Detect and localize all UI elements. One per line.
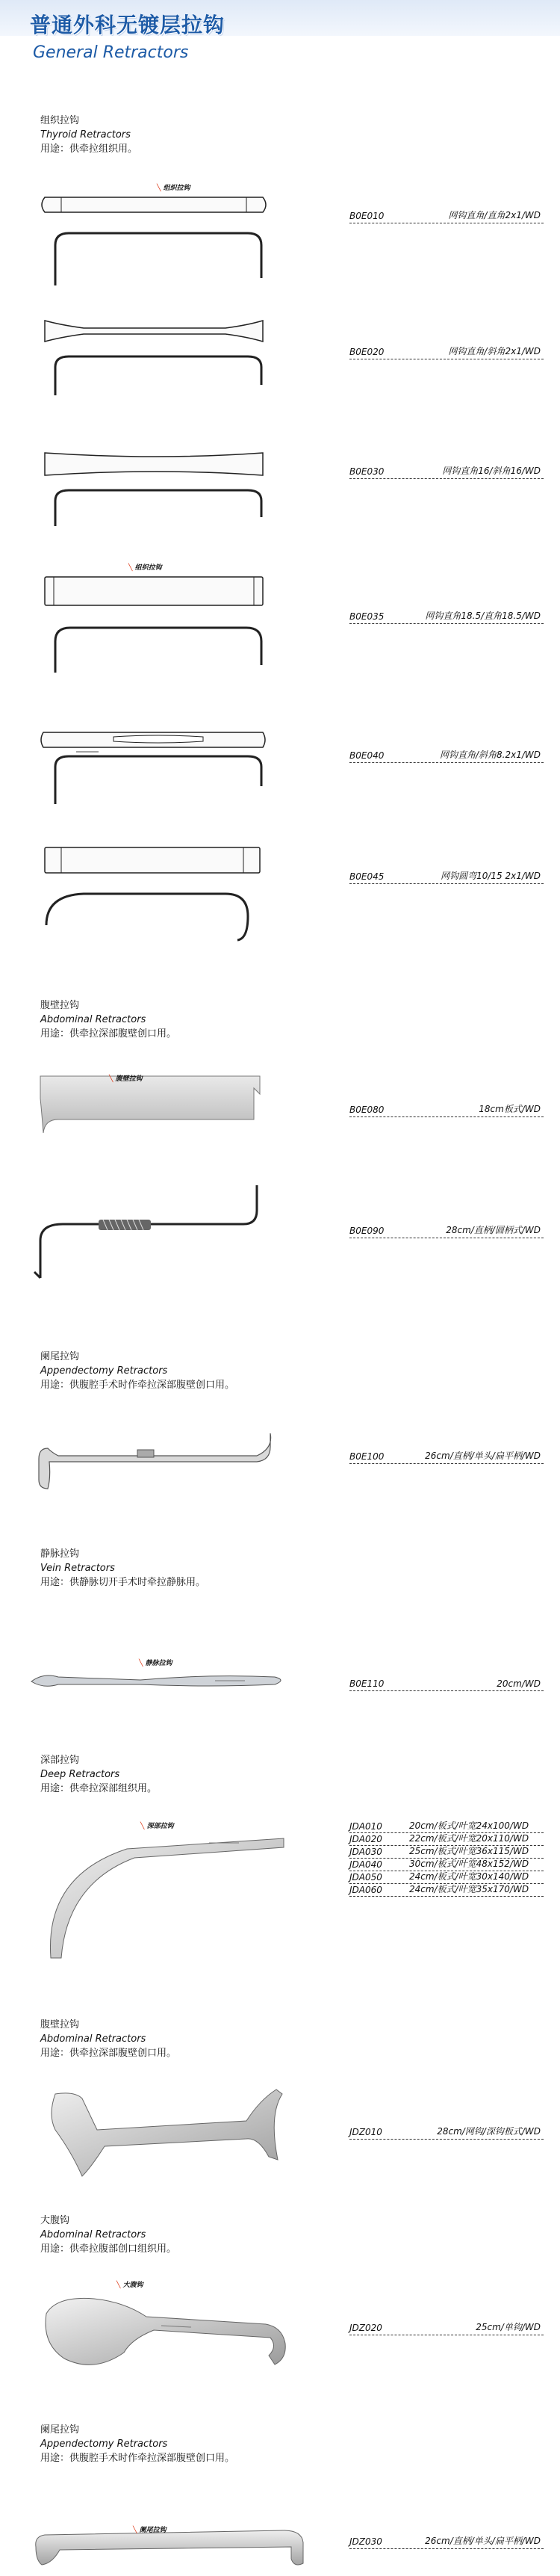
product-spec: 28cm/直柄/圆柄式/WD	[446, 1225, 541, 1235]
section-name-cn: 深部拉钩	[40, 1755, 80, 1766]
retractor-image-b0e045	[39, 841, 278, 946]
section-abdominal-2	[40, 2018, 176, 2060]
section-name-en: Appendectomy Retractors	[40, 2438, 168, 2450]
section-name-cn: 组织拉钩	[40, 115, 80, 126]
section-name-cn: 阑尾拉钩	[40, 1351, 80, 1362]
section-usage: 用途：供牵拉深部组织用。	[40, 1783, 158, 1794]
product-spec: 22cm/板式/叶宽20x110/WD	[409, 1833, 529, 1844]
product-spec: 24cm/板式/叶宽35x170/WD	[409, 1884, 529, 1894]
section-usage: 用途：供牵拉组织用。	[40, 143, 138, 155]
retractor-image-b0e040	[39, 722, 278, 812]
brand-tag-1: ╲ 组织拉钩	[157, 185, 190, 192]
section-appendectomy-2	[40, 2423, 234, 2465]
product-code: JDA050	[349, 1872, 382, 1882]
section-usage: 用途：供腹腔手术时作牵拉深部腹壁创口用。	[40, 2453, 235, 2464]
product-code: B0E045	[349, 871, 385, 882]
product-code: JDA030	[349, 1847, 382, 1857]
product-row-b0e080	[349, 1102, 544, 1117]
product-code: B0E100	[349, 1451, 385, 1462]
product-spec: 24cm/板式/叶宽30x140/WD	[409, 1871, 529, 1882]
product-code: B0E010	[349, 211, 385, 221]
section-name-en: Appendectomy Retractors	[40, 1365, 168, 1377]
retractor-image-jdz030	[30, 2518, 314, 2571]
section-usage: 用途：供静脉切开手术时牵拉静脉用。	[40, 1577, 206, 1588]
product-spec: 28cm/网钩/深钩板式/WD	[437, 2126, 541, 2137]
retractor-image-b0e090	[33, 1181, 279, 1285]
retractor-image-jdz010	[45, 2085, 291, 2182]
retractor-image-b0e030	[39, 448, 278, 531]
brand-tag-5: ╲ 深部拉钩	[140, 1823, 174, 1830]
product-code: B0E030	[349, 466, 385, 477]
product-row-b0e045	[349, 868, 544, 884]
retractor-image-b0e100	[33, 1426, 279, 1493]
product-code: JDA040	[349, 1859, 382, 1870]
product-spec: 20cm/板式/叶宽24x100/WD	[409, 1820, 529, 1831]
product-code: B0E020	[349, 347, 385, 357]
product-spec: 18cm板式/WD	[479, 1104, 541, 1114]
product-code: B0E035	[349, 611, 385, 622]
product-row-jdz030	[349, 2533, 544, 2549]
product-spec: 25cm/单钩/WD	[476, 2322, 541, 2332]
product-code: B0E090	[349, 1226, 385, 1236]
section-name-en: Vein Retractors	[40, 1563, 115, 1574]
section-name-en: Abdominal Retractors	[40, 2229, 146, 2240]
product-row-b0e090	[349, 1223, 544, 1238]
section-name-en: Abdominal Retractors	[40, 1014, 146, 1025]
product-code: B0E080	[349, 1105, 385, 1115]
product-spec: 20cm/WD	[497, 1678, 541, 1689]
product-code: JDA060	[349, 1885, 382, 1895]
product-row-jdz010	[349, 2124, 544, 2140]
section-name-en: Thyroid Retractors	[40, 129, 131, 140]
product-code: JDA010	[349, 1821, 382, 1832]
retractor-image-b0e110	[28, 1667, 290, 1696]
section-large-abdominal	[40, 2214, 176, 2256]
section-thyroid	[40, 114, 137, 156]
product-code: JDZ030	[349, 2536, 382, 2547]
section-name-en: Deep Retractors	[40, 1769, 120, 1780]
retractor-image-b0e080	[36, 1069, 275, 1151]
section-vein	[40, 1547, 205, 1590]
section-name-cn: 腹壁拉钩	[40, 1000, 80, 1011]
product-spec: 26cm/直柄/单头/扁平柄/WD	[425, 2536, 541, 2546]
retractor-image-b0e035	[39, 572, 278, 677]
section-usage: 用途：供牵拉深部腹壁创口用。	[40, 2048, 177, 2059]
section-usage: 用途：供腹腔手术时作牵拉深部腹壁创口用。	[40, 1380, 235, 1391]
brand-tag-2: ╲ 组织拉钩	[128, 564, 162, 572]
product-code: JDZ020	[349, 2323, 382, 2333]
product-spec: 30cm/板式/叶宽48x152/WD	[409, 1859, 529, 1869]
brand-tag-3: ╲ 腹壁拉钩	[109, 1075, 143, 1083]
section-abdominal-1	[40, 998, 176, 1041]
product-spec: 网钩直角/直角2x1/WD	[448, 210, 541, 220]
page-header	[0, 0, 560, 75]
section-deep	[40, 1753, 157, 1796]
product-code: JDA020	[349, 1834, 382, 1844]
brand-tag-6: ╲ 大腹钩	[116, 2282, 143, 2289]
section-appendectomy-1	[40, 1350, 234, 1392]
product-spec: 网钩直角/斜角8.2x1/WD	[439, 750, 541, 760]
page-title-en: General Retractors	[33, 43, 189, 62]
retractor-image-b0e020	[39, 318, 278, 400]
section-name-cn: 大腹钩	[40, 2215, 70, 2226]
page-title-cn: 普通外科无镀层拉钩	[30, 13, 225, 37]
product-row-b0e010	[349, 208, 544, 223]
brand-tag-7: ╲ 阑尾拉钩	[133, 2527, 167, 2534]
product-code: B0E040	[349, 750, 385, 761]
section-usage: 用途：供牵拉深部腹壁创口用。	[40, 1028, 177, 1040]
product-code: JDZ010	[349, 2127, 382, 2137]
product-table-deep	[349, 1820, 544, 1897]
section-name-cn: 阑尾拉钩	[40, 2424, 80, 2436]
product-spec: 网钩直角/斜角2x1/WD	[448, 346, 541, 356]
product-spec: 网钩直角18.5/直角18.5/WD	[425, 611, 541, 621]
product-row-b0e035	[349, 608, 544, 624]
section-usage: 用途：供牵拉腹部创口组织用。	[40, 2243, 177, 2255]
section-name-en: Abdominal Retractors	[40, 2033, 146, 2045]
product-spec: 网钩直角16/斜角16/WD	[442, 466, 541, 476]
brand-tag-4: ╲ 静脉拉钩	[139, 1660, 172, 1667]
product-row-b0e040	[349, 747, 544, 763]
section-name-cn: 静脉拉钩	[40, 1548, 80, 1560]
product-row-b0e100	[349, 1448, 544, 1464]
table-row	[349, 1884, 544, 1897]
retractor-image-jdz020	[42, 2284, 296, 2373]
retractor-image-deep	[45, 1816, 291, 1965]
product-spec: 网钩圆弯10/15 2x1/WD	[441, 871, 541, 881]
section-name-cn: 腹壁拉钩	[40, 2019, 80, 2030]
product-spec: 26cm/直柄/单头/扁平柄/WD	[425, 1451, 541, 1461]
product-code: B0E110	[349, 1678, 385, 1689]
product-spec: 25cm/板式/叶宽36x115/WD	[409, 1846, 529, 1856]
product-row-b0e020	[349, 344, 544, 359]
product-row-b0e110	[349, 1675, 544, 1691]
product-row-jdz020	[349, 2320, 544, 2335]
product-row-b0e030	[349, 463, 544, 479]
